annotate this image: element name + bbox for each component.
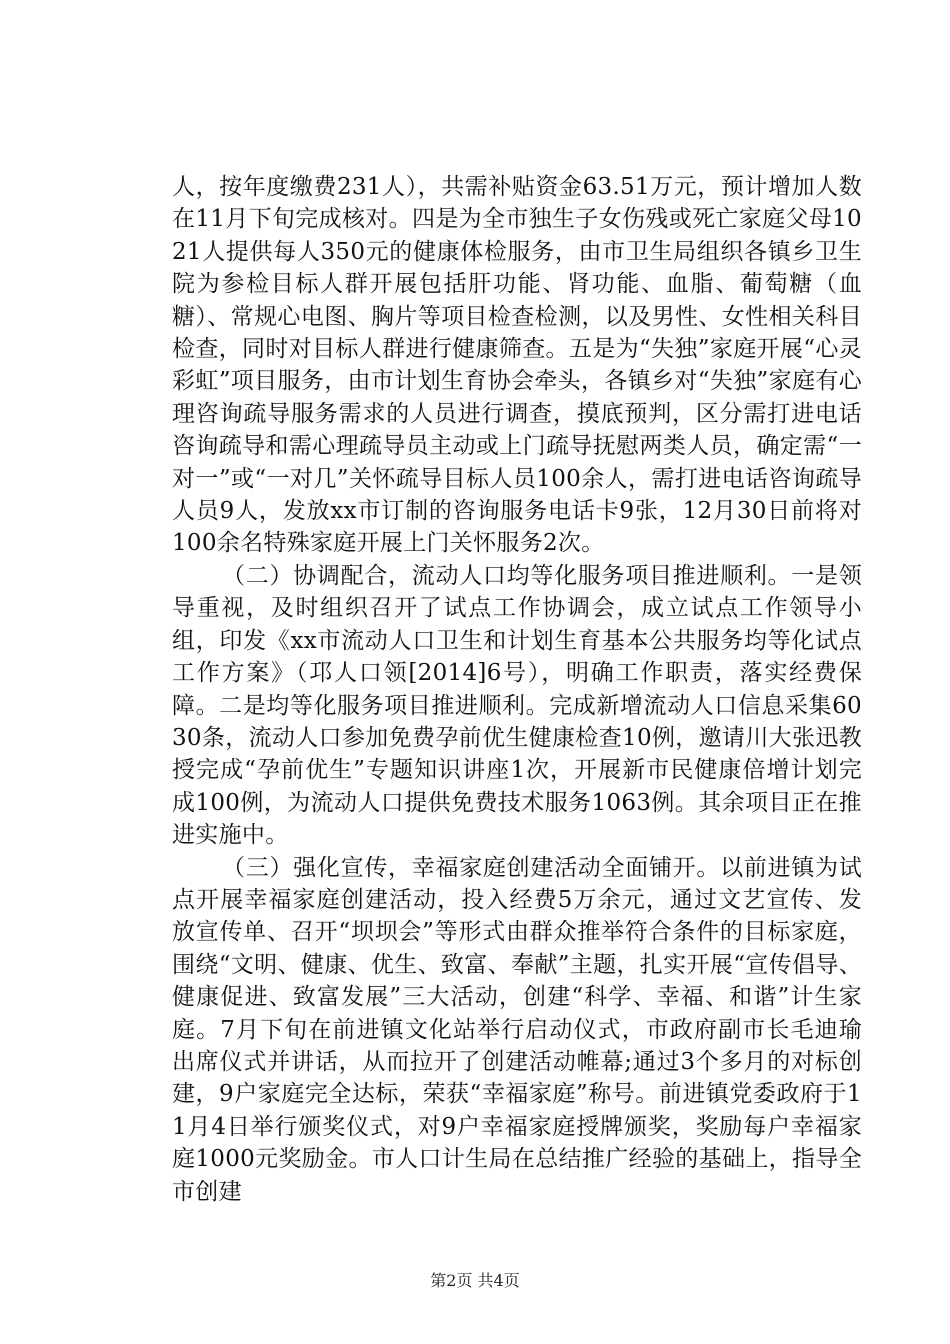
paragraph-continuation: 人，按年度缴费231人），共需补贴资金63.51万元，预计增加人数在11月下旬完成核对。四是为全市独生子女伤残或死亡家庭父母1021人提供每人350元的健康体检服务，由市卫生局组织各镇乡卫生院为参检目标人群开展包括肝功能、肾功能、血脂、葡萄糖（血糖）、常规心电图、胸片等项目检查检测，以及男性、女性相关科目检查，同时对目标人群进行健康筛查。五是为“失独”家庭开展“心灵彩虹”项目服务，由市计划生育协会牵头，各镇乡对“失独”家庭有心理咨询疏导服务需求的人员进行调查，摸底预判，区分需打进电话咨询疏导和需心理疏导员主动或上门疏导抚慰两类人员，确定需“一对一”或“一对几”关怀疏导目标人员100余人，需打进电话咨询疏导人员9人，发放xx市订制的咨询服务电话卡9张，12月30日前将对100余名特殊家庭开展上门关怀服务2次。 [172, 174, 862, 557]
page-footer: 第2页 共4页 [430, 1271, 520, 1290]
document-body [172, 171, 862, 1208]
paragraph-section-2: （二）协调配合，流动人口均等化服务项目推进顺利。一是领导重视，及时组织召开了试点工作协调会，成立试点工作领导小组，印发《xx市流动人口卫生和计划生育基本公共服务均等化试点工作方案》（邛人口领[2014]6号），明确工作职责，落实经费保障。二是均等化服务项目推进顺利。完成新增流动人口信息采集6030条，流动人口参加免费孕前优生健康检查10例，邀请川大张迅教授完成“孕前优生”专题知识讲座1次，开展新市民健康倍增计划完成100例，为流动人口提供免费技术服务1063例。其余项目正在推进实施中。 [172, 562, 862, 849]
paragraph-section-3: （三）强化宣传，幸福家庭创建活动全面铺开。以前进镇为试点开展幸福家庭创建活动，投入经费5万余元，通过文艺宣传、发放宣传单、召开“坝坝会”等形式由群众推举符合条件的目标家庭，围绕“文明、健康、优生、致富、奉献”主题，扎实开展“宣传倡导、健康促进、致富发展”三大活动，创建“科学、幸福、和谐”计生家庭。7月下旬在前进镇文化站举行启动仪式，市政府副市长毛迪瑜出席仪式并讲话，从而拉开了创建活动帷幕;通过3个多月的对标创建，9户家庭完全达标，荣获“幸福家庭”称号。前进镇党委政府于11月4日举行颁奖仪式，对9户幸福家庭授牌颁奖，奖励每户幸福家庭1000元奖励金。市人口计生局在总结推广经验的基础上，指导全市创建 [172, 854, 862, 1205]
